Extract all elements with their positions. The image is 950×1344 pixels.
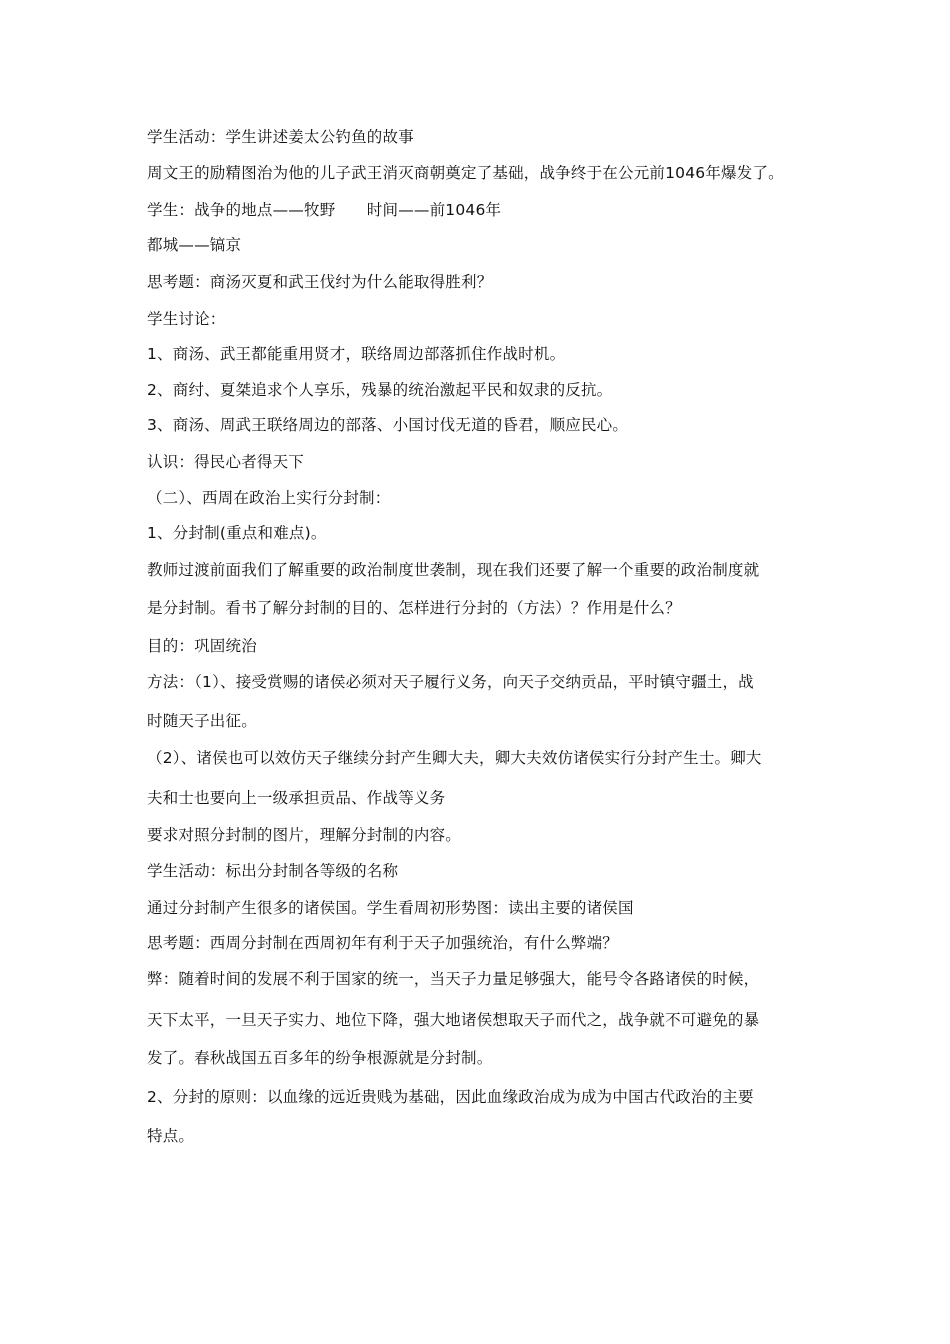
text-line-24: 弊：随着时间的发展不利于国家的统一，当天子力量足够强大，能号令各路诸侯的时候，: [147, 970, 760, 988]
text-line-21: 学生活动：标出分封制各等级的名称: [147, 862, 399, 880]
text-line-6: 学生讨论：: [147, 310, 226, 328]
text-line-26: 发了。春秋战国五百多年的纷争根源就是分封制。: [147, 1049, 493, 1067]
text-line-20: 要求对照分封制的图片，理解分封制的内容。: [147, 826, 462, 844]
text-line-9: 3、商汤、周武王联络周边的部落、小国讨伐无道的昏君，顺应民心。: [147, 416, 629, 434]
text-line-14: 是分封制。看书了解分封制的目的、怎样进行分封的（方法）？作用是什么？: [147, 599, 681, 617]
text-line-3: 学生：战争的地点——牧野 时间——前1046年: [147, 201, 502, 219]
text-line-18: （2）、诸侯也可以效仿天子继续分封产生卿大夫，卿大夫效仿诸侯实行分封产生士。卿大: [147, 749, 762, 767]
text-line-22: 通过分封制产生很多的诸侯国。学生看周初形势图：读出主要的诸侯国: [147, 899, 634, 917]
text-line-16: 方法：（1）、接受赏赐的诸侯必须对天子履行义务，向天子交纳贡品，平时镇守疆土，战: [147, 673, 754, 691]
text-line-8: 2、商纣、夏桀追求个人享乐，残暴的统治激起平民和奴隶的反抗。: [147, 381, 613, 399]
text-line-13: 教师过渡前面我们了解重要的政治制度世袭制，现在我们还要了解一个重要的政治制度就: [147, 561, 760, 579]
text-line-10: 认识：得民心者得天下: [147, 453, 305, 471]
section-heading: （二）、西周在政治上实行分封制：: [147, 489, 391, 507]
text-line-5: 思考题：商汤灭夏和武王伐纣为什么能取得胜利？: [147, 273, 493, 291]
text-line-1: 学生活动：学生讲述姜太公钓鱼的故事: [147, 128, 414, 146]
text-line-15: 目的：巩固统治: [147, 637, 257, 655]
text-line-23: 思考题：西周分封制在西周初年有利于天子加强统治，有什么弊端？: [147, 934, 619, 952]
text-line-17: 时随天子出征。: [147, 712, 257, 730]
text-line-4: 都城——镐京: [147, 236, 242, 254]
text-line-7: 1、商汤、武王都能重用贤才，联络周边部落抓住作战时机。: [147, 345, 566, 363]
text-line-27: 2、分封的原则：以血缘的远近贵贱为基础，因此血缘政治成为成为中国古代政治的主要: [147, 1088, 754, 1106]
text-line-19: 夫和士也要向上一级承担贡品、作战等义务: [147, 789, 446, 807]
text-line-2: 周文王的励精图治为他的儿子武王消灭商朝奠定了基础，战争终于在公元前1046年爆发了。: [147, 164, 784, 182]
text-line-25: 天下太平，一旦天子实力、地位下降，强大地诸侯想取天子而代之，战争就不可避免的暴: [147, 1011, 760, 1029]
text-line-28: 特点。: [147, 1127, 195, 1145]
text-line-12: 1、分封制(重点和难点)。: [147, 524, 327, 542]
